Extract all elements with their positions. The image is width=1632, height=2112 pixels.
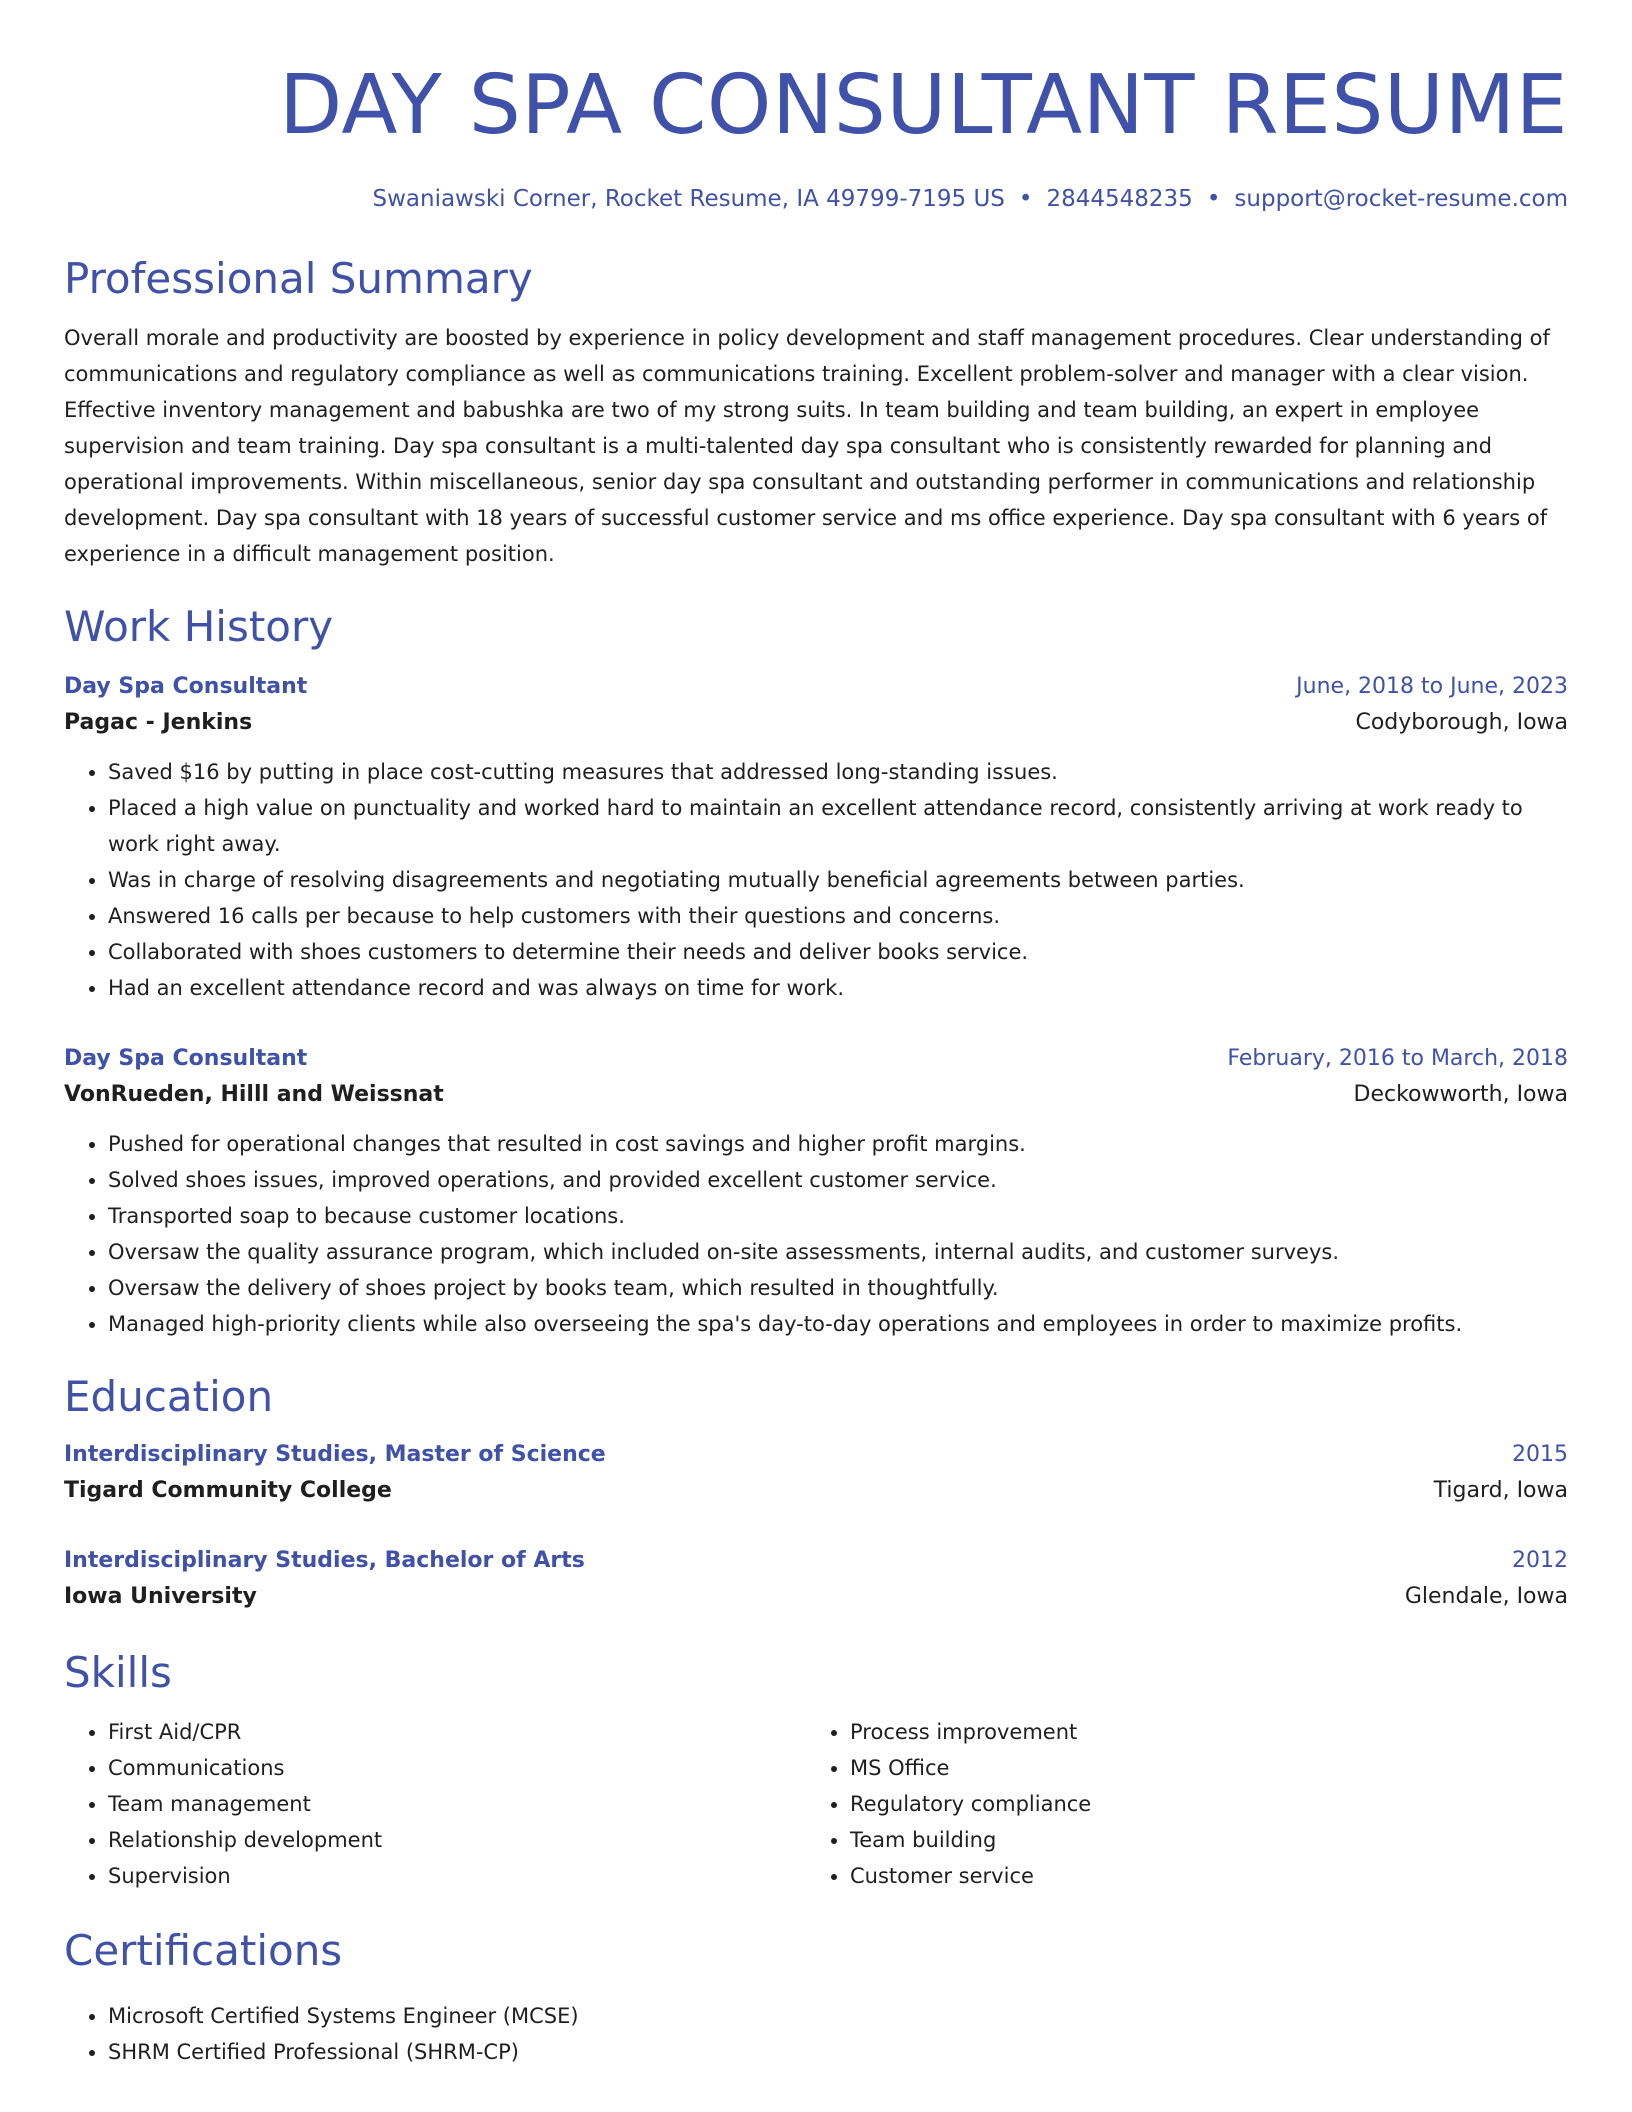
page-title: DAY SPA CONSULTANT RESUME [279,58,1568,153]
school-name: Iowa University [64,1584,257,1609]
job-company-row [64,704,1568,742]
school-row [64,1472,1568,1510]
list-item: • Pushed for operational changes that resulted in cost savings and higher profit margins. [108,1126,1568,1162]
school-name: Tigard Community College [64,1478,392,1503]
list-item: • Team management [108,1786,806,1822]
job-entry [64,1042,1568,1342]
job-location: Deckowworth, Iowa [1353,1082,1568,1107]
summary-text: Overall morale and productivity are boosted by experience in policy development and staff management procedures. Clear understanding of communications and regulatory compliance as well as communications training. Excellent problem-solver and manager with a clear vision. Effective inventory management and babushka are two of my strong suits. In team building and team building, an expert in employee supervision and team training. Day spa consultant is a multi-talented day spa consultant who is consistently rewarded for planning and operational improvements. Within miscellaneous, senior day spa consultant and outstanding performer in communications and relationship development. Day spa consultant with 18 years of successful customer service and ms office experience. Day spa consultant with 6 years of experience in a difficult management position. [64,326,1550,566]
degree-row [64,1544,1568,1578]
list-item: • MS Office [850,1750,1548,1786]
work-history-section [64,600,1568,1342]
education-entry [64,1438,1568,1510]
education-heading: Education [64,1372,274,1421]
list-item: • SHRM Certified Professional (SHRM-CP) [108,2034,1568,2070]
school-location: Tigard, Iowa [1433,1478,1568,1503]
skills-heading: Skills [64,1648,172,1697]
list-item: • First Aid/CPR [108,1714,806,1750]
job-location: Codyborough, Iowa [1355,710,1568,735]
degree-title: Interdisciplinary Studies, Master of Science [64,1442,606,1467]
list-item: • Saved $16 by putting in place cost-cutting measures that addressed long-standing issues. [108,754,1568,790]
list-item: • Oversaw the quality assurance program, which included on-site assessments, internal audits, and customer surveys. [108,1234,1568,1270]
list-item: • Communications [108,1750,806,1786]
list-item: • Transported soap to because customer locations. [108,1198,1568,1234]
work-history-heading: Work History [64,602,334,651]
job-bullets [64,754,1568,1006]
list-item: • Placed a high value on punctuality and worked hard to maintain an excellent attendance record, consistently arriving at work ready to work right away. [108,790,1568,862]
job-title: Day Spa Consultant [64,1046,308,1071]
list-item: • Supervision [108,1858,806,1894]
list-item: • Process improvement [850,1714,1548,1750]
skills-list-left [64,1714,806,1894]
skills-section [64,1646,1568,1894]
contact-separator: • [1018,186,1033,212]
school-location: Glendale, Iowa [1404,1584,1568,1609]
certifications-list [64,1998,1568,2070]
job-company: VonRueden, Hilll and Weissnat [64,1082,444,1107]
school-row [64,1578,1568,1616]
list-item: • Customer service [850,1858,1548,1894]
skills-grid [64,1714,1568,1894]
contact-email: support@rocket-resume.com [1234,186,1568,212]
list-item: • Was in charge of resolving disagreements and negotiating mutually beneficial agreements between parties. [108,862,1568,898]
job-title-row [64,1042,1568,1076]
degree-year: 2012 [1512,1548,1568,1573]
list-item: • Managed high-priority clients while also overseeing the spa's day-to-day operations and employees in order to maximize profits. [108,1306,1568,1342]
contact-separator: • [1206,186,1221,212]
degree-row [64,1438,1568,1472]
degree-year: 2015 [1512,1442,1568,1467]
certifications-heading: Certifications [64,1926,343,1975]
summary-section [64,252,1568,572]
list-item: • Solved shoes issues, improved operations, and provided excellent customer service. [108,1162,1568,1198]
job-company: Pagac - Jenkins [64,710,253,735]
contact-phone: 2844548235 [1046,186,1193,212]
job-company-row [64,1076,1568,1114]
job-dates: February, 2016 to March, 2018 [1227,1046,1568,1071]
job-title: Day Spa Consultant [64,674,308,699]
list-item: • Regulatory compliance [850,1786,1548,1822]
education-entry [64,1544,1568,1616]
degree-title: Interdisciplinary Studies, Bachelor of Arts [64,1548,585,1573]
list-item: • Oversaw the delivery of shoes project by books team, which resulted in thoughtfully. [108,1270,1568,1306]
contact-line [64,184,1568,214]
list-item: • Had an excellent attendance record and was always on time for work. [108,970,1568,1006]
certifications-section [64,1924,1568,2070]
list-item: • Answered 16 calls per because to help customers with their questions and concerns. [108,898,1568,934]
list-item: • Microsoft Certified Systems Engineer (MCSE) [108,1998,1568,2034]
skills-list-right [806,1714,1548,1894]
job-dates: June, 2018 to June, 2023 [1296,674,1568,699]
list-item: • Collaborated with shoes customers to determine their needs and deliver books service. [108,934,1568,970]
resume-header [64,56,1568,214]
job-title-row [64,670,1568,704]
contact-address: Swaniawski Corner, Rocket Resume, IA 49799-7195 US [372,186,1005,212]
list-item: • Team building [850,1822,1548,1858]
education-section [64,1370,1568,1616]
job-bullets [64,1126,1568,1342]
list-item: • Relationship development [108,1822,806,1858]
summary-heading: Professional Summary [64,254,533,303]
job-entry [64,670,1568,1006]
